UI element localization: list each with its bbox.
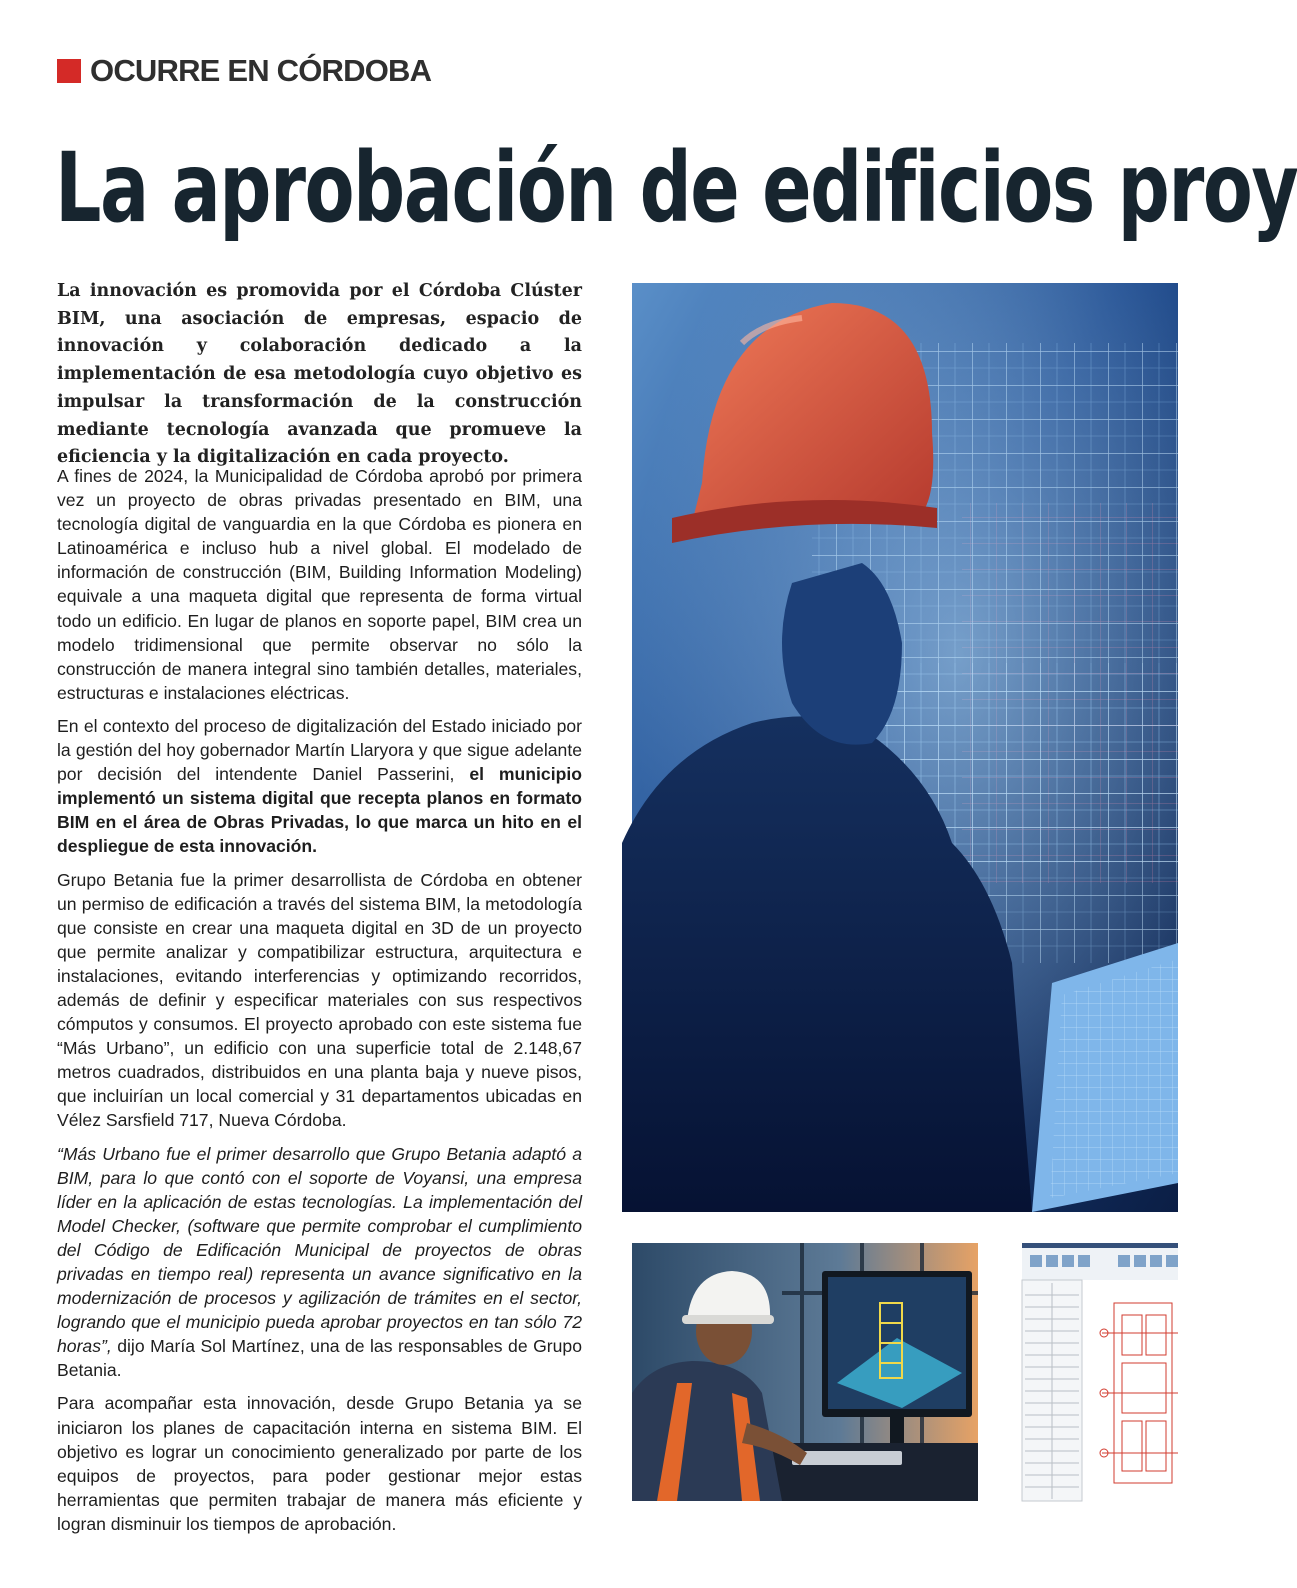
main-photo (632, 283, 1178, 1212)
article-lead: La innovación es promovida por el Córdoba Clúster BIM, una asociación de empresas, espacio de innovación y colaboración dedicado a la implementación de esa metodología cuyo objetivo es impulsar la transformación de la construcción mediante tecnología avanzada que promueve la eficiencia y la digitalización en cada proyecto. (57, 281, 582, 468)
paragraph-2 (57, 714, 582, 859)
paragraph-5: Para acompañar esta innovación, desde Grupo Betania ya se iniciaron los planes de capacitación interna en sistema BIM. El objetivo es lograr un conocimiento generalizado por parte de los equipos de proyectos, para poder gestionar mejor estas herramientas que permiten trabajar de manera más eficiente y logran disminuir los tiempos de aprobación. (57, 1393, 582, 1534)
paragraph-2-highlight: el municipio implementó un sistema digital que recepta planos en formato BIM en el área de Obras Privadas, lo que marca un hito en el despliegue de esta innovación. (57, 764, 582, 857)
paragraph-4 (57, 1142, 582, 1383)
quote-attribution: dijo María Sol Martínez, una de las responsables de Grupo Betania. (57, 1336, 582, 1381)
bim-software-screenshot (1022, 1243, 1178, 1501)
article-headline: La aprobación de edificios proy (55, 132, 1297, 244)
section-marker (57, 59, 81, 83)
article-body (57, 464, 582, 1545)
paragraph-1: A fines de 2024, la Municipalidad de Córdoba aprobó por primera vez un proyecto de obras privadas presentado en BIM, una tecnología digital de vanguardia en la que Córdoba es pionera en Latinoamérica e incluso hub a nivel global. El modelado de información de construcción (BIM, Building Information Modeling) equivale a una maqueta digital que representa de forma virtual todo un edificio. En lugar de planos en soporte papel, BIM crea un modelo tridimensional que permite observar no sólo la construcción de manera integral sino también detalles, materiales, estructuras e instalaciones eléctricas. (57, 466, 582, 703)
section-tag (57, 52, 431, 90)
paragraph-3: Grupo Betania fue la primer desarrollista de Córdoba en obtener un permiso de edificación a través del sistema BIM, la metodología que consiste en crear una maqueta digital en 3D de un proyecto que permite analizar y compatibilizar estructura, arquitectura e instalaciones, evitando interferencias y optimizando recorridos, además de definir y especificar materiales con sus respectivos cómputos y consumos. El proyecto aprobado con este sistema fue “Más Urbano”, un edificio con una superficie total de 2.148,67 metros cuadrados, distribuidos en una planta baja y nueve pisos, que incluirían un local comercial y 31 departamentos ubicadas en Vélez Sarsfield 717, Nueva Córdoba. (57, 869, 582, 1131)
paragraph-2-text: En el contexto del proceso de digitalización del Estado iniciado por la gestión del hoy gobernador Martín Llaryora y que sigue adelante por decisión del intendente Daniel Passerini, (57, 715, 582, 785)
quote-text: “Más Urbano fue el primer desarrollo que Grupo Betania adaptó a BIM, para lo que contó con el soporte de Voyansi, una empresa líder en la aplicación de estas tecnologías. La implementación del Model Checker, (software que permite comprobar el cumplimiento del Código de Edificación Municipal de proyectos de obras privadas en tiempo real) representa un avance significativo en la modernización de procesos y agilización de trámites en el sector, logrando que el municipio pueda aprobar proyectos en tan sólo 72 horas”, (57, 1143, 582, 1357)
section-label: OCURRE EN CÓRDOBA (90, 53, 432, 88)
engineer-computer-photo (632, 1243, 978, 1501)
